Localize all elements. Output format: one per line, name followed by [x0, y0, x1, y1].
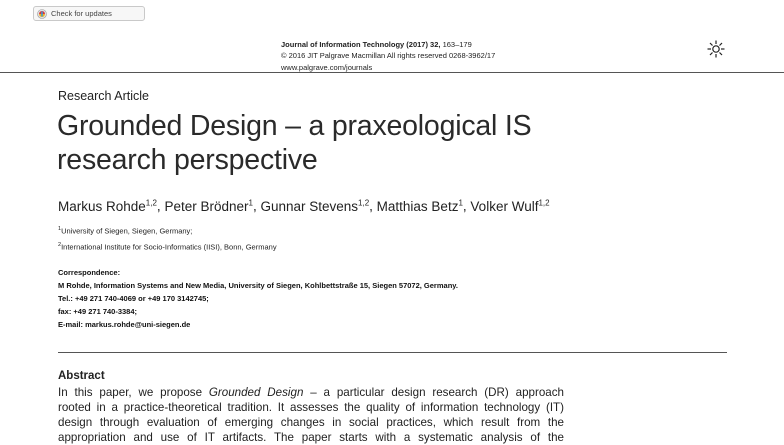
check-for-updates-label: Check for updates	[51, 9, 112, 18]
abstract-line-4: appropriation and use of IT artifacts. The paper starts with a systematic analysis of the	[58, 431, 564, 444]
journal-url[interactable]: www.palgrave.com/journals	[281, 63, 373, 72]
journal-citation	[281, 40, 472, 49]
article-title	[57, 109, 697, 177]
abstract-text	[58, 385, 564, 445]
correspondence-heading: Correspondence:	[58, 268, 121, 277]
abstract-line-3: design through evaluation of emerging changes in social practices, which result from the	[58, 416, 564, 429]
crossmark-icon	[37, 9, 47, 19]
correspondence-tel: Tel.: +49 271 740-4069 or +49 170 3142745;	[58, 294, 209, 303]
author[interactable]: Gunnar Stevens$^{1,2}$	[260, 198, 370, 214]
correspondence-email[interactable]: E-mail: markus.rohde@uni-siegen.de	[58, 320, 191, 329]
author[interactable]: Matthias Betz$^1$	[376, 198, 463, 214]
author[interactable]: Peter Brödner$^1$	[164, 198, 253, 214]
header-divider	[0, 72, 784, 73]
abstract-line-1: In this paper, we propose Grounded Design – a particular design research (DR) approach	[58, 386, 564, 399]
check-for-updates-button[interactable]	[33, 6, 145, 21]
correspondence-fax: fax: +49 271 740-3384;	[58, 307, 138, 316]
title-line-1: Grounded Design – a praxeological IS	[57, 110, 532, 142]
title-line-2: research perspective	[57, 144, 318, 176]
abstract-heading: Abstract	[58, 370, 105, 382]
publisher-logo-icon	[707, 40, 725, 58]
author-list: Markus Rohde$^{1,2}$, Peter Brödner$^1$, Gunnar Stevens$^{1,2}$, Matthias Betz$^1$, Volker Wulf$^{1,2}$	[58, 198, 550, 214]
journal-copyright: © 2016 JIT Palgrave Macmillan All rights reserved 0268-3962/17	[281, 51, 496, 60]
abstract-divider	[58, 352, 727, 353]
affiliation-1: $^1$University of Siegen, Siegen, Germany;	[58, 226, 193, 236]
journal-pages: 163–179	[442, 40, 472, 49]
author[interactable]: Markus Rohde$^{1,2}$	[58, 198, 157, 214]
article-type: Research Article	[58, 89, 150, 103]
abstract-line-2: rooted in a practice-theoretical tradition. It assesses the quality of information technology (IT)	[58, 401, 564, 414]
correspondence-address: M Rohde, Information Systems and New Media, University of Siegen, Kohlbettstraße 15, Siegen 57072, Germany.	[58, 281, 458, 290]
affiliation-2: $^2$International Institute for Socio-Informatics (IISI), Bonn, Germany	[58, 242, 277, 252]
author[interactable]: Volker Wulf$^{1,2}$	[470, 198, 550, 214]
journal-name: Journal of Information Technology (2017) 32,	[281, 40, 441, 49]
